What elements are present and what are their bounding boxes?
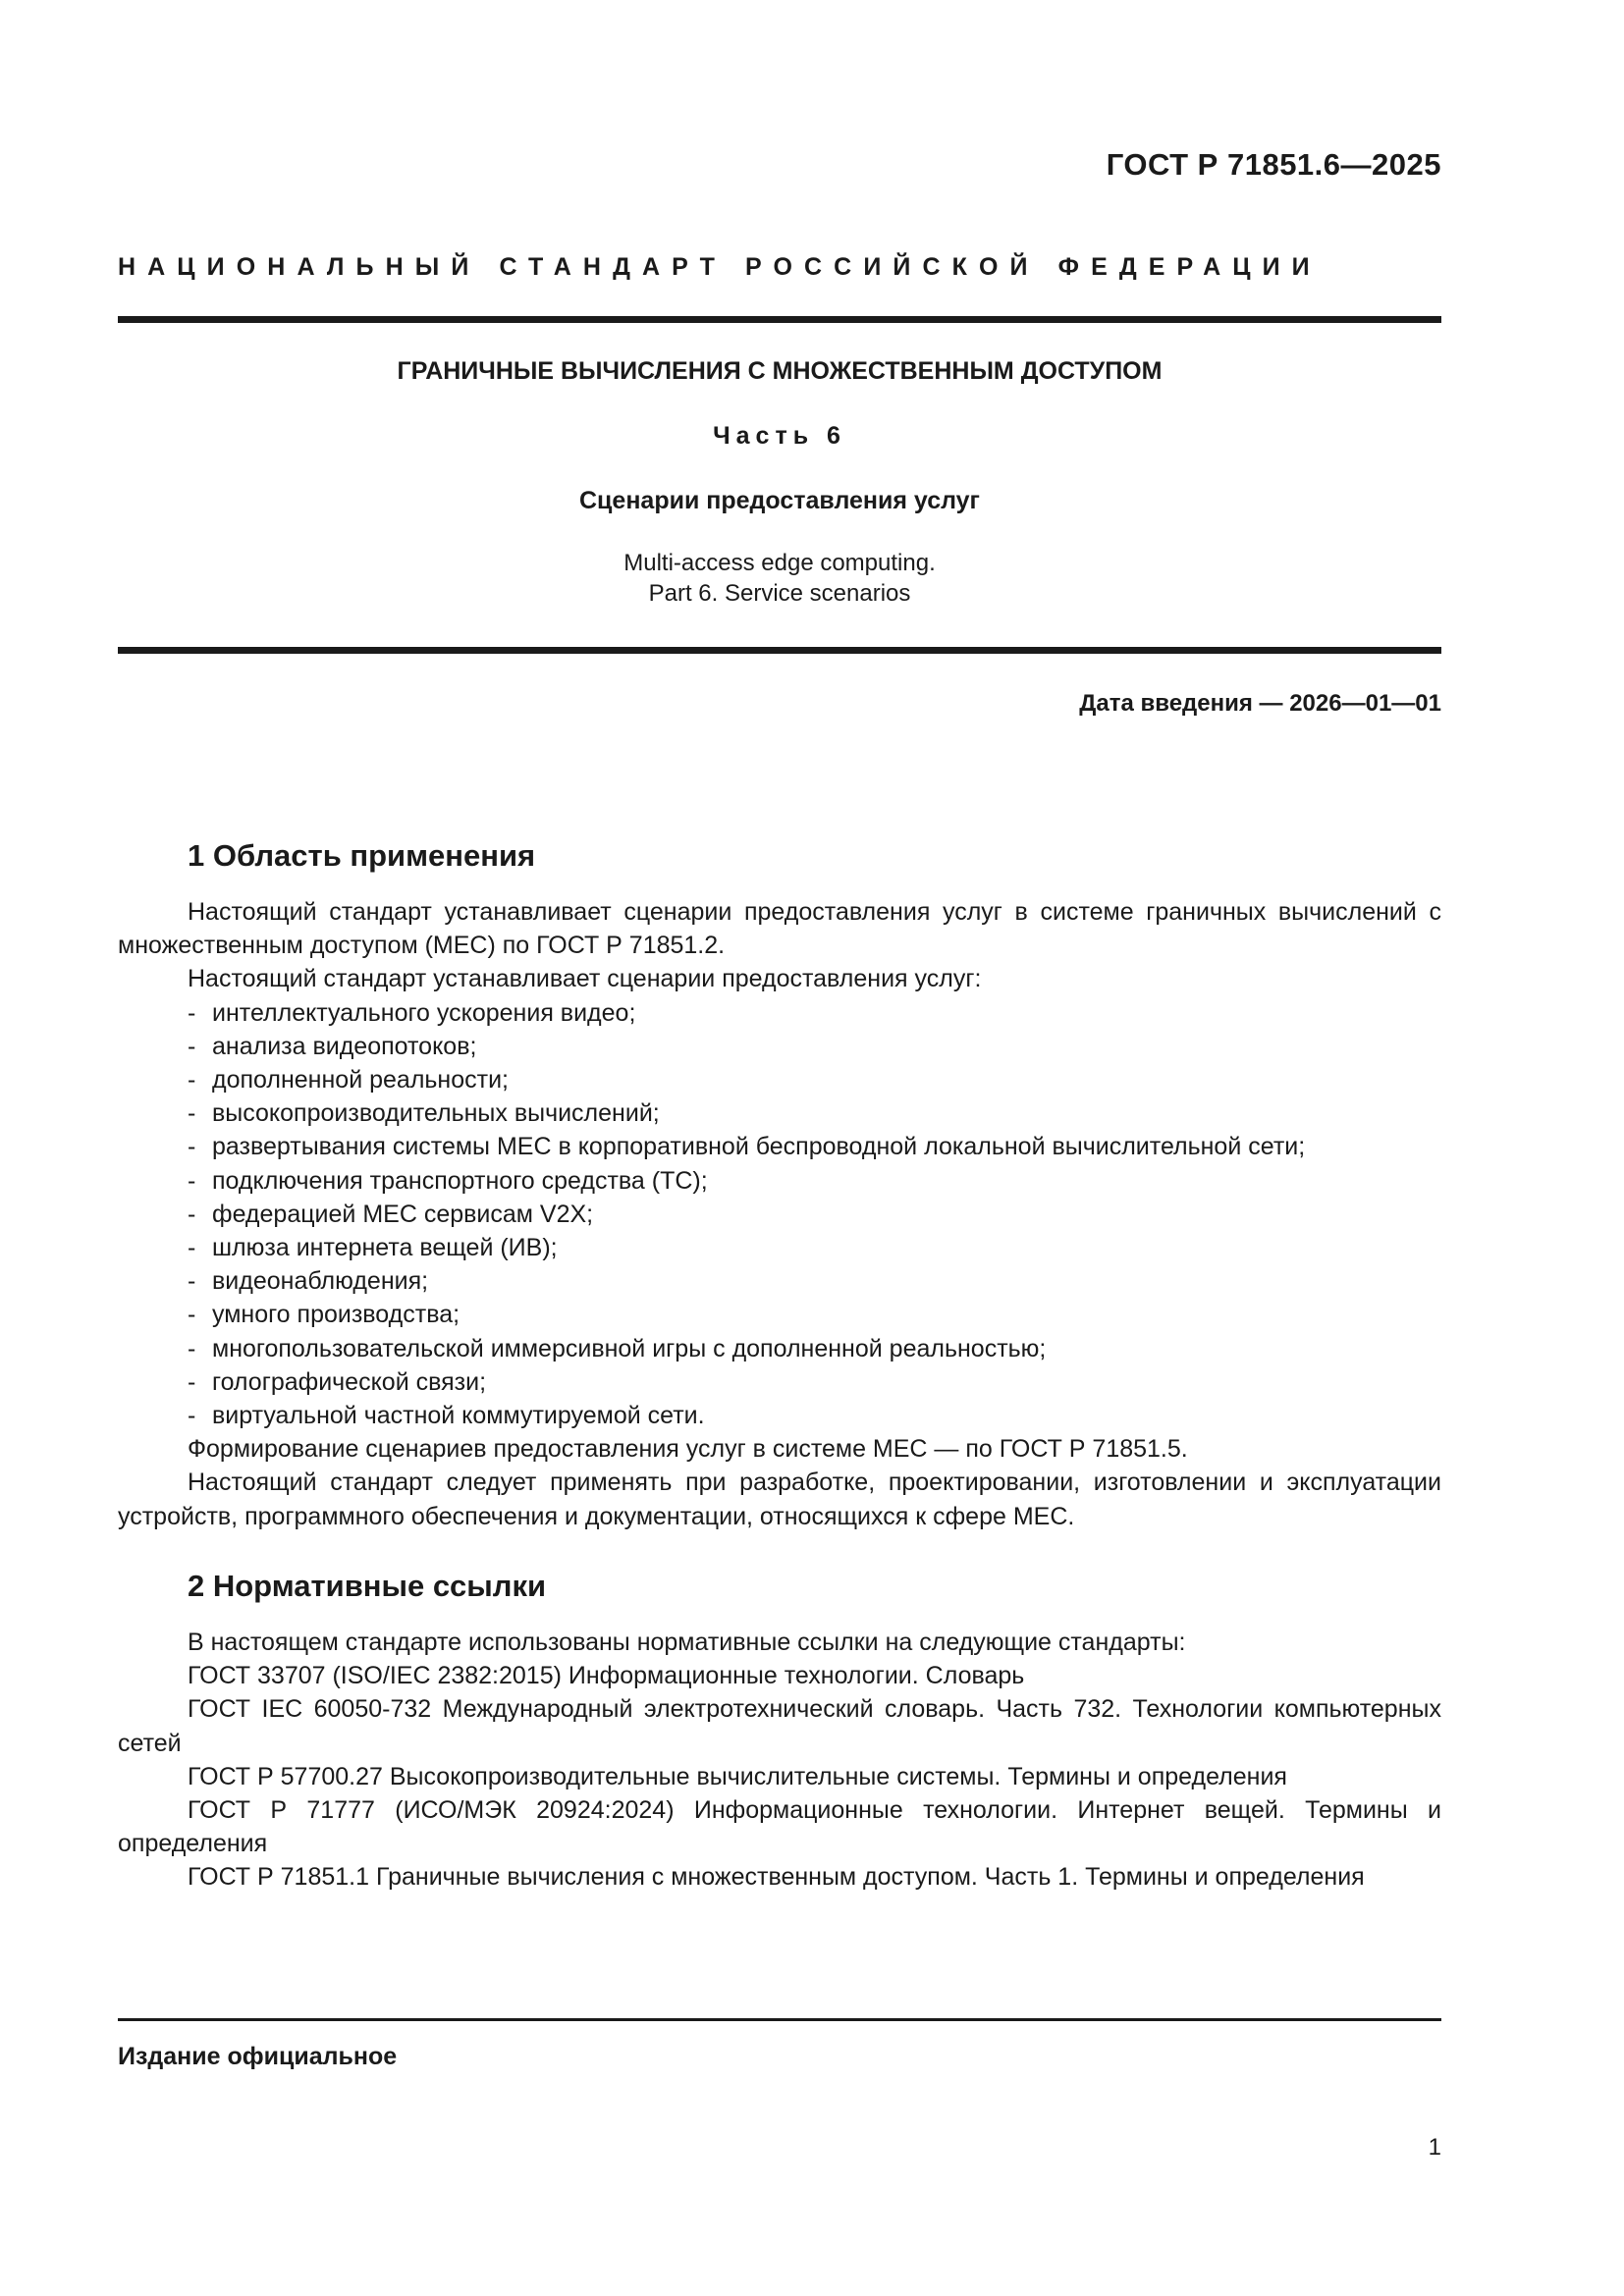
paragraph: В настоящем стандарте использованы нормативные ссылки на следующие стандарты: — [188, 1629, 1186, 1656]
list-item — [118, 996, 1441, 1030]
list-item-text: дополненной реальности; — [212, 1066, 510, 1095]
reference-item: ГОСТ Р 71851.1 Граничные вычисления с множественным доступом. Часть 1. Термины и определения — [188, 1863, 1365, 1892]
english-title-line-1: Multi-access edge computing. — [623, 550, 936, 576]
list-dash: - — [188, 1334, 196, 1362]
list-item — [118, 1096, 1441, 1130]
list-dash: - — [188, 1301, 196, 1329]
list-item-text: виртуальной частной коммутируемой сети. — [212, 1402, 705, 1430]
list-item-text: высокопроизводительных вычислений; — [212, 1099, 660, 1128]
list-item — [118, 1198, 1441, 1231]
bottom-divider — [118, 2018, 1441, 2021]
paragraph: Настоящий стандарт устанавливает сценарии предоставления услуг в системе граничных вычислений с множественным доступом (МЕС) по ГОСТ Р 71851.2. — [118, 898, 1441, 960]
list-item — [118, 1130, 1441, 1163]
reference-item: ГОСТ 33707 (ISO/IEC 2382:2015) Информационные технологии. Словарь — [188, 1662, 1025, 1690]
section-references-body — [118, 1626, 1441, 1895]
list-item-text: многопользовательской иммерсивной игры с дополненной реальностью; — [212, 1334, 1047, 1362]
document-number: ГОСТ Р 71851.6—2025 — [1106, 147, 1441, 182]
section-scope-body — [118, 895, 1441, 1533]
reference-item: ГОСТ IEC 60050-732 Международный электротехнический словарь. Часть 732. Технологии компьютерных сетей — [118, 1695, 1441, 1757]
service-scenario-list — [118, 996, 1441, 1433]
list-dash: - — [188, 1234, 196, 1262]
list-item-text: развертывания системы МЕС в корпоративной беспроводной локальной вычислительной сети; — [212, 1133, 1306, 1161]
normative-reference-list — [118, 1659, 1441, 1894]
list-dash: - — [188, 1200, 196, 1228]
list-dash: - — [188, 1066, 196, 1095]
official-edition-label: Издание официальное — [118, 2043, 398, 2070]
list-item — [118, 1399, 1441, 1432]
introduction-date: Дата введения — 2026—01—01 — [1079, 690, 1441, 717]
list-dash: - — [188, 1367, 196, 1396]
list-item — [118, 1030, 1441, 1063]
list-item — [118, 1298, 1441, 1331]
list-dash: - — [188, 1166, 196, 1195]
list-item-text: видеонаблюдения; — [212, 1267, 429, 1296]
list-item-text: федерацией МЕС сервисам V2X; — [212, 1200, 594, 1228]
list-item — [118, 1332, 1441, 1365]
english-title — [118, 548, 1441, 609]
english-title-line-2: Part 6. Service scenarios — [648, 580, 911, 607]
reference-item: ГОСТ Р 71777 (ИСО/МЭК 20924:2024) Информационные технологии. Интернет вещей. Термины и определения — [118, 1796, 1441, 1858]
list-item — [118, 1164, 1441, 1198]
list-item — [118, 1365, 1441, 1399]
list-item — [118, 1063, 1441, 1096]
list-item-text: умного производства; — [212, 1301, 460, 1329]
list-dash: - — [188, 1267, 196, 1296]
paragraph: Настоящий стандарт устанавливает сценарии предоставления услуг: — [188, 965, 982, 993]
list-item-text: интеллектуального ускорения видео; — [212, 998, 636, 1027]
list-dash: - — [188, 1032, 196, 1060]
list-item-text: подключения транспортного средства (ТС); — [212, 1166, 708, 1195]
top-divider — [118, 316, 1441, 323]
list-dash: - — [188, 1099, 196, 1128]
section-heading-scope: 1 Область применения — [188, 838, 536, 873]
list-dash: - — [188, 1402, 196, 1430]
document-subtitle: Сценарии предоставления услуг — [579, 487, 980, 514]
national-standard-banner: НАЦИОНАЛЬНЫЙ СТАНДАРТ РОССИЙСКОЙ ФЕДЕРАЦИИ — [118, 253, 1322, 281]
paragraph: Настоящий стандарт следует применять при разработке, проектировании, изготовлении и эксплуатации устройств, программного обеспечения и документации, относящихся к сфере МЕС. — [118, 1468, 1441, 1530]
list-item — [118, 1231, 1441, 1264]
list-item — [118, 1264, 1441, 1298]
page-number: 1 — [1428, 2134, 1441, 2161]
section-heading-normative-references: 2 Нормативные ссылки — [188, 1569, 547, 1603]
list-item-text: шлюза интернета вещей (ИВ); — [212, 1234, 558, 1262]
paragraph: Формирование сценариев предоставления услуг в системе МЕС — по ГОСТ Р 71851.5. — [188, 1435, 1188, 1464]
middle-divider — [118, 647, 1441, 654]
list-item-text: голографической связи; — [212, 1367, 487, 1396]
part-number: Часть 6 — [713, 422, 846, 450]
document-title: ГРАНИЧНЫЕ ВЫЧИСЛЕНИЯ С МНОЖЕСТВЕННЫМ ДОСТУПОМ — [397, 357, 1163, 385]
reference-item: ГОСТ Р 57700.27 Высокопроизводительные вычислительные системы. Термины и определения — [188, 1762, 1287, 1790]
list-dash: - — [188, 1133, 196, 1161]
list-dash: - — [188, 998, 196, 1027]
list-item-text: анализа видеопотоков; — [212, 1032, 477, 1060]
